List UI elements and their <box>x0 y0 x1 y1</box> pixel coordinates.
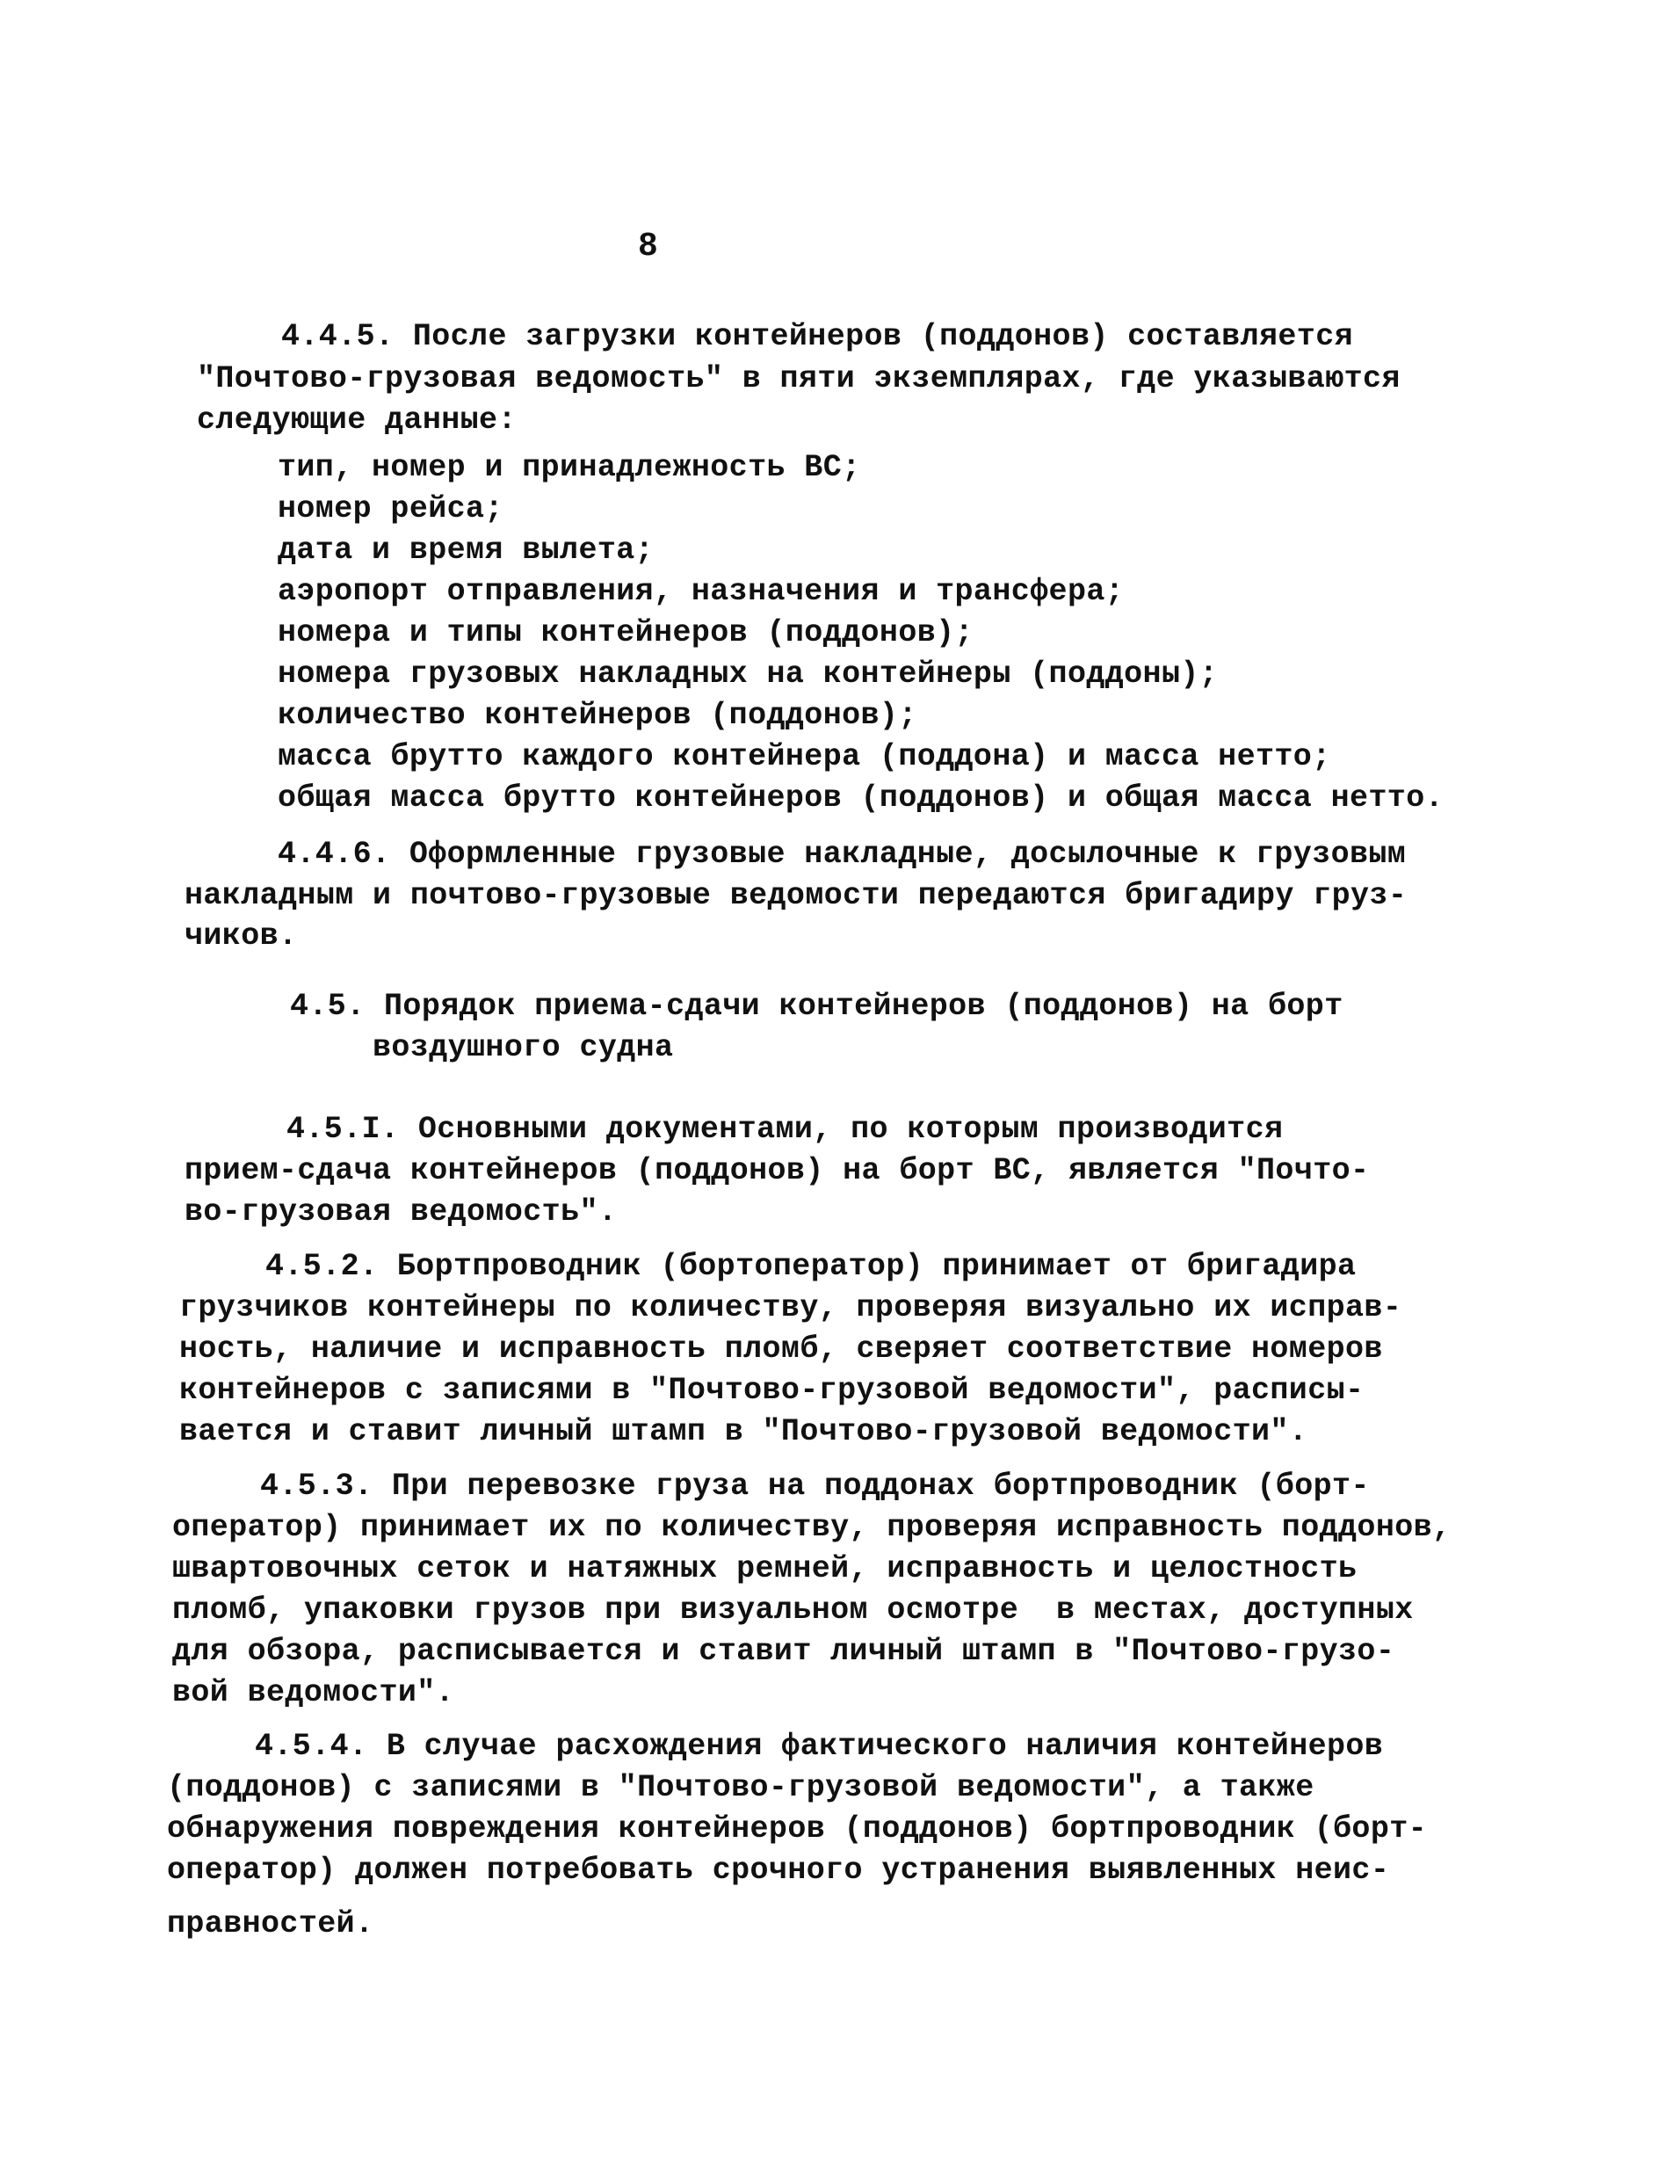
paragraph-line: ность, наличие и исправность пломб, сверяет соответствие номеров <box>179 1331 1383 1367</box>
paragraph-line: прием-сдача контейнеров (поддонов) на борт ВС, является "Почто- <box>185 1153 1370 1188</box>
paragraph-line: 4.5.2. Бортпроводник (бортоператор) принимает от бригадира <box>265 1249 1357 1284</box>
paragraph-line: оператор) должен потребовать срочного устранения выявленных неис- <box>167 1853 1390 1888</box>
list-item: тип, номер и принадлежность ВС; <box>278 450 861 485</box>
list-item: количество контейнеров (поддонов); <box>278 698 917 733</box>
paragraph-line: 4.5.3. При перевозке груза на поддонах бортпроводник (борт- <box>260 1469 1370 1504</box>
section-heading: воздушного судна <box>373 1030 674 1065</box>
list-item: номер рейса; <box>278 491 503 526</box>
list-item: номера и типы контейнеров (поддонов); <box>278 615 974 650</box>
page-number: 8 <box>638 228 658 265</box>
paragraph-line: для обзора, расписывается и ставит личный штамп в "Почтово-грузо- <box>172 1634 1395 1669</box>
paragraph-line: (поддонов) с записями в "Почтово-грузовой ведомости", а также <box>167 1770 1314 1805</box>
list-item: масса брутто каждого контейнера (поддона) и масса нетто; <box>278 739 1331 774</box>
paragraph-line: 4.5.4. В случае расхождения фактического наличия контейнеров <box>255 1729 1384 1764</box>
paragraph-line: вой ведомости". <box>172 1675 455 1710</box>
list-item: общая масса брутто контейнеров (поддонов) и общая масса нетто. <box>278 780 1445 816</box>
paragraph-line: 4.5.I. Основными документами, по которым производится <box>286 1112 1284 1147</box>
paragraph-line: правностей. <box>167 1906 374 1941</box>
paragraph-line: вается и ставит личный штамп в "Почтово-грузовой ведомости". <box>179 1414 1308 1449</box>
paragraph-line: чиков. <box>185 918 298 954</box>
list-item: номера грузовых накладных на контейнеры (поддоны); <box>278 657 1219 692</box>
paragraph-line: обнаружения повреждения контейнеров (поддонов) бортпроводник (борт- <box>167 1811 1428 1847</box>
paragraph-line: швартовочных сеток и натяжных ремней, исправность и целостность <box>172 1551 1358 1586</box>
paragraph-line: контейнеров с записями в "Почтово-грузовой ведомости", расписы- <box>179 1373 1365 1408</box>
paragraph-line: следующие данные: <box>197 403 517 438</box>
paragraph-line: накладным и почтово-грузовые ведомости передаются бригадиру груз- <box>185 878 1408 913</box>
paragraph-line: пломб, упаковки грузов при визуальном осмотре в местах, доступных <box>172 1593 1414 1628</box>
paragraph-line: во-грузовая ведомость". <box>185 1194 618 1230</box>
list-item: аэропорт отправления, назначения и трансфера; <box>278 574 1125 609</box>
paragraph-line: оператор) принимает их по количеству, проверяя исправность поддонов, <box>172 1510 1452 1545</box>
section-heading: 4.5. Порядок приема-сдачи контейнеров (поддонов) на борт <box>290 989 1343 1024</box>
paragraph-line: 4.4.5. После загрузки контейнеров (поддонов) составляется <box>281 319 1353 354</box>
paragraph-line: "Почтово-грузовая ведомость" в пяти экземплярах, где указываются <box>197 361 1401 396</box>
paragraph-line: грузчиков контейнеры по количеству, проверяя визуально их исправ- <box>179 1290 1402 1325</box>
list-item: дата и время вылета; <box>278 533 655 568</box>
paragraph-line: 4.4.6. Оформленные грузовые накладные, досылочные к грузовым <box>278 837 1407 872</box>
